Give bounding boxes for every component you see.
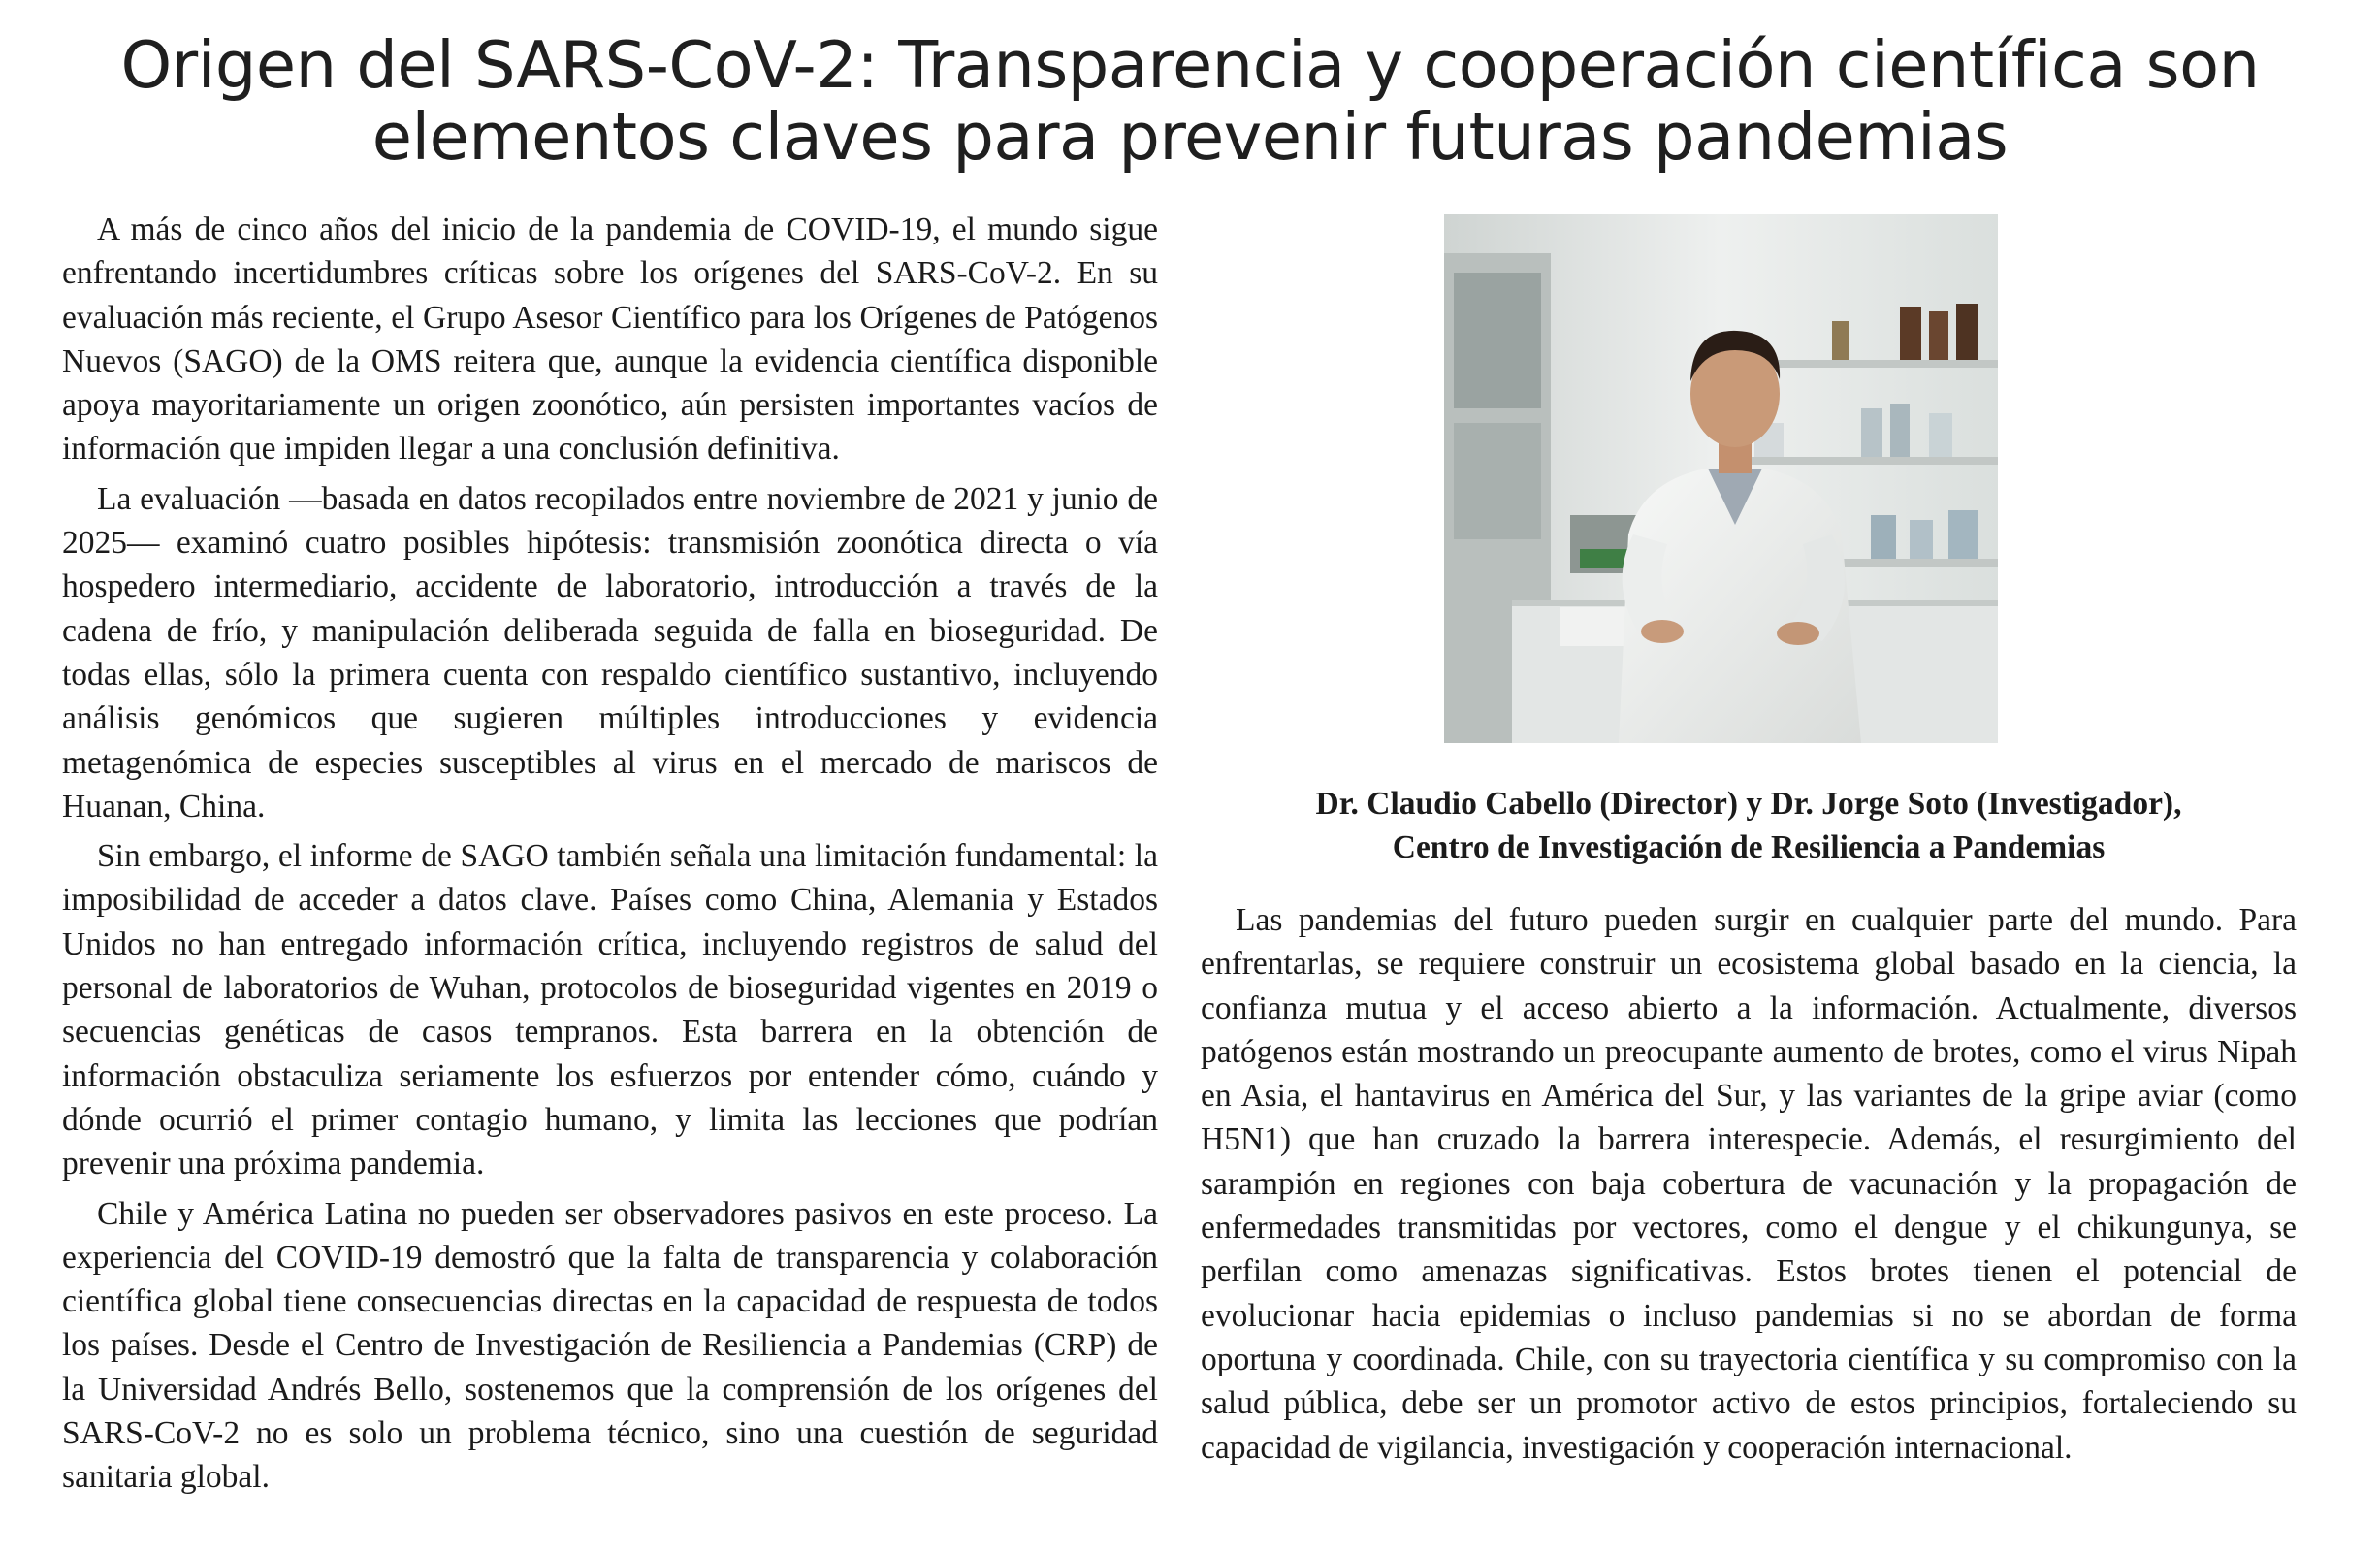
paragraph-4: Chile y América Latina no pueden ser observadores pasivos en este proceso. La experiencia del COVID-19 demostró que la falta de transparencia y colaboración científica global tiene consecuencias directas en la capacidad de respuesta de todos los países. Desde el Centro de Investigación de Resiliencia a Pandemias (CRP) de la Universidad Andrés Bello, sostenemos que la comprensión de los orígenes del SARS-CoV-2 no es solo un problema técnico, sino una cuestión de seguridad sanitaria global. bbox=[62, 1195, 1158, 1496]
headline-line-2: elementos claves para prevenir futuras pandemias bbox=[371, 99, 2009, 175]
caption-line-1: Dr. Claudio Cabello (Director) y Dr. Jorge Soto (Investigador), bbox=[1315, 786, 2182, 822]
caption-line-2: Centro de Investigación de Resiliencia a Pandemias bbox=[1392, 829, 2106, 865]
left-column bbox=[62, 208, 1158, 1500]
headline bbox=[58, 29, 2322, 173]
right-column bbox=[1201, 898, 2297, 1470]
scientist-photo bbox=[1444, 214, 1998, 743]
paragraph-2: La evaluación —basada en datos recopilados entre noviembre de 2021 y junio de 2025— examinó cuatro posibles hipótesis: transmisión zoonótica directa o vía hospedero intermediario, accidente de laboratorio, introducción a través de la cadena de frío, y manipulación deliberada seguida de falla en bioseguridad. De todas ellas, sólo la primera cuenta con respaldo científico sustantivo, incluyendo análisis genómicos que sugieren múltiples introducciones y evidencia metagenómica de especies susceptibles al virus en el mercado de mariscos de Huanan, China. bbox=[62, 480, 1158, 825]
scientist-in-lab-photo bbox=[1444, 214, 1998, 743]
paragraph-3: Sin embargo, el informe de SAGO también señala una limitación fundamental: la imposibilidad de acceder a datos clave. Países como China, Alemania y Estados Unidos no han entregado información crítica, incluyendo registros de salud del personal de laboratorios de Wuhan, protocolos de bioseguridad vigentes en 2019 o secuencias genéticas de casos tempranos. Esta barrera en la obtención de información obstaculiza seriamente los esfuerzos por entender cómo, cuándo y dónde ocurrió el primer contagio humano, y limita las lecciones que podrían prevenir una próxima pandemia. bbox=[62, 838, 1158, 1182]
paragraph-5: Las pandemias del futuro pueden surgir en cualquier parte del mundo. Para enfrentarlas, se requiere construir un ecosistema global basado en la ciencia, la confianza mutua y el acceso abierto a la información. Actualmente, diversos patógenos están mostrando un preocupante aumento de brotes, como el virus Nipah en Asia, el hantavirus en América del Sur, y las variantes de la gripe aviar (como H5N1) que han cruzado la barrera interespecie. Además, el resurgimiento del sarampión en regiones con baja cobertura de vacunación y la propagación de enfermedades transmitidas por vectores, como el dengue y el chikungunya, se perfilan como amenazas significativas. Estos brotes tienen el potencial de evolucionar hacia epidemias o incluso pandemias si no se abordan de forma oportuna y coordinada. Chile, con su trayectoria científica y su compromiso con la salud pública, debe ser un promotor activo de estos principios, fortaleciendo su capacidad de vigilancia, investigación y cooperación internacional. bbox=[1201, 902, 2297, 1466]
headline-line-1: Origen del SARS-CoV-2: Transparencia y cooperación científica son bbox=[120, 27, 2260, 103]
paragraph-1: A más de cinco años del inicio de la pandemia de COVID-19, el mundo sigue enfrentando incertidumbres críticas sobre los orígenes del SARS-CoV-2. En su evaluación más reciente, el Grupo Asesor Científico para los Orígenes de Patógenos Nuevos (SAGO) de la OMS reitera que, aunque la evidencia científica disponible apoya mayoritariamente un origen zoonótico, aún persisten importantes vacíos de información que impiden llegar a una conclusión definitiva. bbox=[62, 211, 1158, 468]
photo-caption bbox=[1201, 782, 2297, 869]
